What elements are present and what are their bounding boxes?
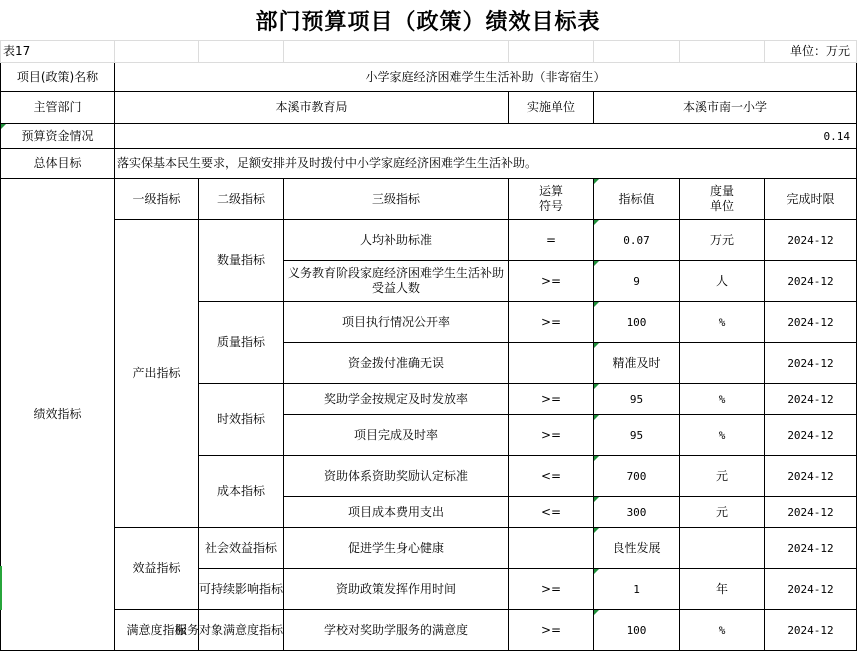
header-deadline: 完成时限 bbox=[765, 179, 857, 220]
deadline-cell[interactable]: 2024-12 bbox=[765, 497, 857, 528]
unit-cell[interactable] bbox=[680, 343, 765, 384]
project-label: 项目(政策)名称 bbox=[1, 63, 115, 92]
level2-service: 服务对象满意度指标 bbox=[199, 610, 284, 651]
level3-cell[interactable]: 奖助学金按规定及时发放率 bbox=[284, 384, 509, 415]
deadline-cell[interactable]: 2024-12 bbox=[765, 456, 857, 497]
level3-cell[interactable]: 人均补助标准 bbox=[284, 220, 509, 261]
level1-benefit: 效益指标 bbox=[115, 528, 199, 610]
operator-cell[interactable]: >= bbox=[509, 415, 594, 456]
level2-quality: 质量指标 bbox=[199, 302, 284, 384]
value-cell[interactable]: 100 bbox=[594, 302, 680, 343]
level3-cell[interactable]: 资金拨付准确无误 bbox=[284, 343, 509, 384]
unit-cell[interactable]: % bbox=[680, 384, 765, 415]
budget-value[interactable]: 0.14 bbox=[115, 124, 857, 149]
level3-cell[interactable]: 资助体系资助奖励认定标准 bbox=[284, 456, 509, 497]
value-cell[interactable]: 良性发展 bbox=[594, 528, 680, 569]
level3-cell[interactable]: 义务教育阶段家庭经济困难学生生活补助受益人数 bbox=[284, 261, 509, 302]
empty-cell bbox=[680, 41, 765, 63]
budget-row bbox=[1, 124, 857, 149]
goal-value[interactable]: 落实保基本民生要求，足额安排并及时拨付中小学家庭经济困难学生生活补助。 bbox=[115, 149, 857, 179]
level1-satisfaction: 满意度指标 bbox=[115, 610, 199, 651]
header-level3: 三级指标 bbox=[284, 179, 509, 220]
header-level2: 二级指标 bbox=[199, 179, 284, 220]
operator-cell[interactable]: <= bbox=[509, 456, 594, 497]
level2-sustain: 可持续影响指标 bbox=[199, 569, 284, 610]
budget-label: 预算资金情况 bbox=[1, 124, 115, 149]
department-row bbox=[1, 92, 857, 124]
deadline-cell[interactable]: 2024-12 bbox=[765, 261, 857, 302]
operator-cell[interactable]: = bbox=[509, 220, 594, 261]
level2-social: 社会效益指标 bbox=[199, 528, 284, 569]
unit-cell[interactable]: 元 bbox=[680, 497, 765, 528]
impl-unit-label: 实施单位 bbox=[509, 92, 594, 124]
value-cell[interactable]: 700 bbox=[594, 456, 680, 497]
empty-cell bbox=[199, 41, 284, 63]
unit-cell[interactable]: 年 bbox=[680, 569, 765, 610]
level2-cost: 成本指标 bbox=[199, 456, 284, 528]
empty-cell bbox=[115, 41, 199, 63]
level1-output: 产出指标 bbox=[115, 220, 199, 528]
unit-cell[interactable]: 元 bbox=[680, 456, 765, 497]
value-cell[interactable]: 9 bbox=[594, 261, 680, 302]
goal-row bbox=[1, 149, 857, 179]
value-cell[interactable]: 95 bbox=[594, 415, 680, 456]
table-row bbox=[1, 220, 857, 261]
row-selection-marker bbox=[0, 566, 2, 610]
operator-cell[interactable]: >= bbox=[509, 302, 594, 343]
performance-table bbox=[0, 40, 857, 651]
impl-unit-value[interactable]: 本溪市南一小学 bbox=[594, 92, 857, 124]
empty-cell bbox=[284, 41, 509, 63]
deadline-cell[interactable]: 2024-12 bbox=[765, 220, 857, 261]
operator-cell[interactable]: >= bbox=[509, 384, 594, 415]
unit-cell[interactable]: 人 bbox=[680, 261, 765, 302]
unit-cell[interactable]: % bbox=[680, 610, 765, 651]
deadline-cell[interactable]: 2024-12 bbox=[765, 384, 857, 415]
table-number: 表17 bbox=[1, 41, 115, 63]
value-cell[interactable]: 95 bbox=[594, 384, 680, 415]
operator-cell[interactable] bbox=[509, 343, 594, 384]
empty-cell bbox=[509, 41, 594, 63]
value-cell[interactable]: 1 bbox=[594, 569, 680, 610]
operator-cell[interactable]: <= bbox=[509, 497, 594, 528]
deadline-cell[interactable]: 2024-12 bbox=[765, 569, 857, 610]
operator-cell[interactable] bbox=[509, 528, 594, 569]
level3-cell[interactable]: 促进学生身心健康 bbox=[284, 528, 509, 569]
project-row bbox=[1, 63, 857, 92]
sheet-info-row bbox=[1, 41, 857, 63]
deadline-cell[interactable]: 2024-12 bbox=[765, 302, 857, 343]
project-name[interactable]: 小学家庭经济困难学生生活补助（非寄宿生） bbox=[115, 63, 857, 92]
table-row bbox=[1, 610, 857, 651]
performance-label: 绩效指标 bbox=[1, 179, 115, 651]
goal-label: 总体目标 bbox=[1, 149, 115, 179]
value-cell[interactable]: 100 bbox=[594, 610, 680, 651]
indicator-header-row bbox=[1, 179, 857, 220]
unit-cell[interactable] bbox=[680, 528, 765, 569]
header-unit: 度量 单位 bbox=[680, 179, 765, 220]
level2-quantity: 数量指标 bbox=[199, 220, 284, 302]
level2-timeliness: 时效指标 bbox=[199, 384, 284, 456]
level3-cell[interactable]: 项目完成及时率 bbox=[284, 415, 509, 456]
unit-label: 单位：万元 bbox=[765, 41, 857, 63]
value-cell[interactable]: 300 bbox=[594, 497, 680, 528]
deadline-cell[interactable]: 2024-12 bbox=[765, 528, 857, 569]
unit-cell[interactable]: % bbox=[680, 415, 765, 456]
value-cell[interactable]: 0.07 bbox=[594, 220, 680, 261]
deadline-cell[interactable]: 2024-12 bbox=[765, 343, 857, 384]
header-operator: 运算 符号 bbox=[509, 179, 594, 220]
department-value[interactable]: 本溪市教育局 bbox=[115, 92, 509, 124]
deadline-cell[interactable]: 2024-12 bbox=[765, 415, 857, 456]
header-level1: 一级指标 bbox=[115, 179, 199, 220]
level3-cell[interactable]: 项目成本费用支出 bbox=[284, 497, 509, 528]
deadline-cell[interactable]: 2024-12 bbox=[765, 610, 857, 651]
empty-cell bbox=[594, 41, 680, 63]
level3-cell[interactable]: 学校对奖助学服务的满意度 bbox=[284, 610, 509, 651]
unit-cell[interactable]: % bbox=[680, 302, 765, 343]
level3-cell[interactable]: 资助政策发挥作用时间 bbox=[284, 569, 509, 610]
table-row bbox=[1, 528, 857, 569]
page-title: 部门预算项目（政策）绩效目标表 bbox=[255, 8, 601, 35]
value-cell[interactable]: 精准及时 bbox=[594, 343, 680, 384]
operator-cell[interactable]: >= bbox=[509, 261, 594, 302]
department-label: 主管部门 bbox=[1, 92, 115, 124]
operator-cell[interactable]: >= bbox=[509, 610, 594, 651]
unit-cell[interactable]: 万元 bbox=[680, 220, 765, 261]
header-value: 指标值 bbox=[594, 179, 680, 220]
level3-cell[interactable]: 项目执行情况公开率 bbox=[284, 302, 509, 343]
operator-cell[interactable]: >= bbox=[509, 569, 594, 610]
